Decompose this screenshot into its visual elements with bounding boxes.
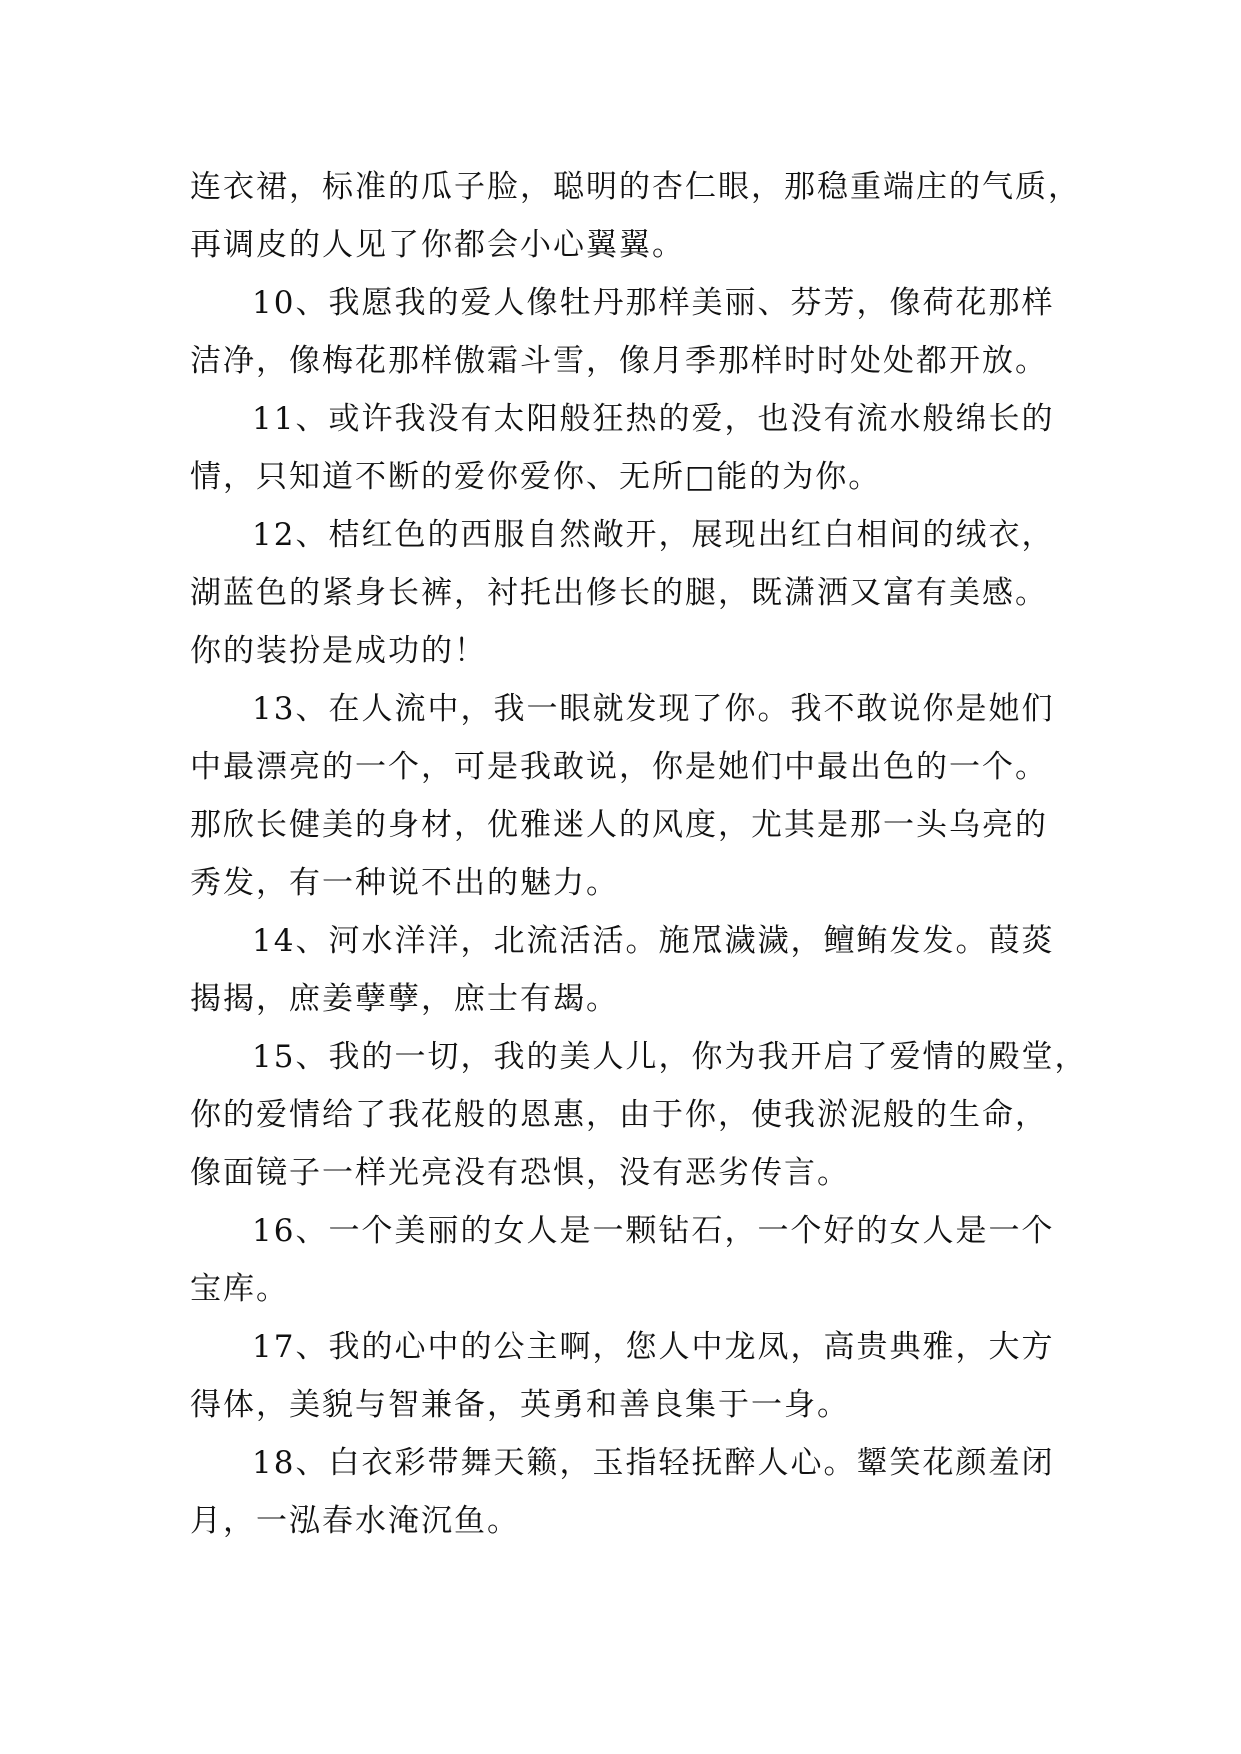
paragraph-13-start: 13、在人流中，我一眼就发现了你。我不敢说你是她们 bbox=[252, 691, 1055, 727]
paragraph-16-start: 16、一个美丽的女人是一颗钻石，一个好的女人是一个 bbox=[252, 1213, 1055, 1249]
body-text bbox=[190, 158, 1088, 1550]
paragraph-18-start: 18、白衣彩带舞天籁，玉指轻抚醉人心。颦笑花颜羞闭 bbox=[252, 1445, 1055, 1481]
text-line: 揭揭，庶姜孽孽，庶士有朅。 bbox=[190, 981, 619, 1017]
text-line: 那欣长健美的身材，优雅迷人的风度，尤其是那一头乌亮的 bbox=[190, 807, 1048, 843]
text-line: 湖蓝色的紧身长裤，衬托出修长的腿，既潇洒又富有美感。 bbox=[190, 575, 1048, 611]
paragraph-15-start: 15、我的一切，我的美人儿，你为我开启了爱情的殿堂， bbox=[252, 1039, 1088, 1075]
text-line: 你的爱情给了我花般的恩惠，由于你，使我淤泥般的生命， bbox=[190, 1097, 1048, 1133]
text-line: 再调皮的人见了你都会小心翼翼。 bbox=[190, 227, 685, 263]
paragraph-10-start: 10、我愿我的爱人像牡丹那样美丽、芬芳，像荷花那样 bbox=[252, 285, 1055, 321]
text-line: 像面镜子一样光亮没有恐惧，没有恶劣传言。 bbox=[190, 1155, 850, 1191]
text-line: 月，一泓春水淹沉鱼。 bbox=[190, 1503, 520, 1539]
text-line: 连衣裙，标准的瓜子脸，聪明的杏仁眼，那稳重端庄的气质， bbox=[190, 169, 1081, 205]
paragraph-17-start: 17、我的心中的公主啊，您人中龙凤，高贵典雅，大方 bbox=[252, 1329, 1055, 1365]
text-line: 你的装扮是成功的！ bbox=[190, 633, 487, 669]
text-line: 得体，美貌与智兼备，英勇和善良集于一身。 bbox=[190, 1387, 850, 1423]
text-line: 情，只知道不断的爱你爱你、无所□能的为你。 bbox=[190, 459, 882, 495]
text-line: 秀发，有一种说不出的魅力。 bbox=[190, 865, 619, 901]
text-line: 宝库。 bbox=[190, 1271, 289, 1307]
text-line: 中最漂亮的一个，可是我敢说，你是她们中最出色的一个。 bbox=[190, 749, 1048, 785]
paragraph-14-start: 14、河水洋洋，北流活活。施罛濊濊，鳣鲔发发。葭菼 bbox=[252, 923, 1055, 959]
text-line: 洁净，像梅花那样傲霜斗雪，像月季那样时时处处都开放。 bbox=[190, 343, 1048, 379]
paragraph-11-start: 11、或许我没有太阳般狂热的爱，也没有流水般绵长的 bbox=[252, 401, 1055, 437]
paragraph-12-start: 12、桔红色的西服自然敞开，展现出红白相间的绒衣， bbox=[252, 517, 1055, 553]
